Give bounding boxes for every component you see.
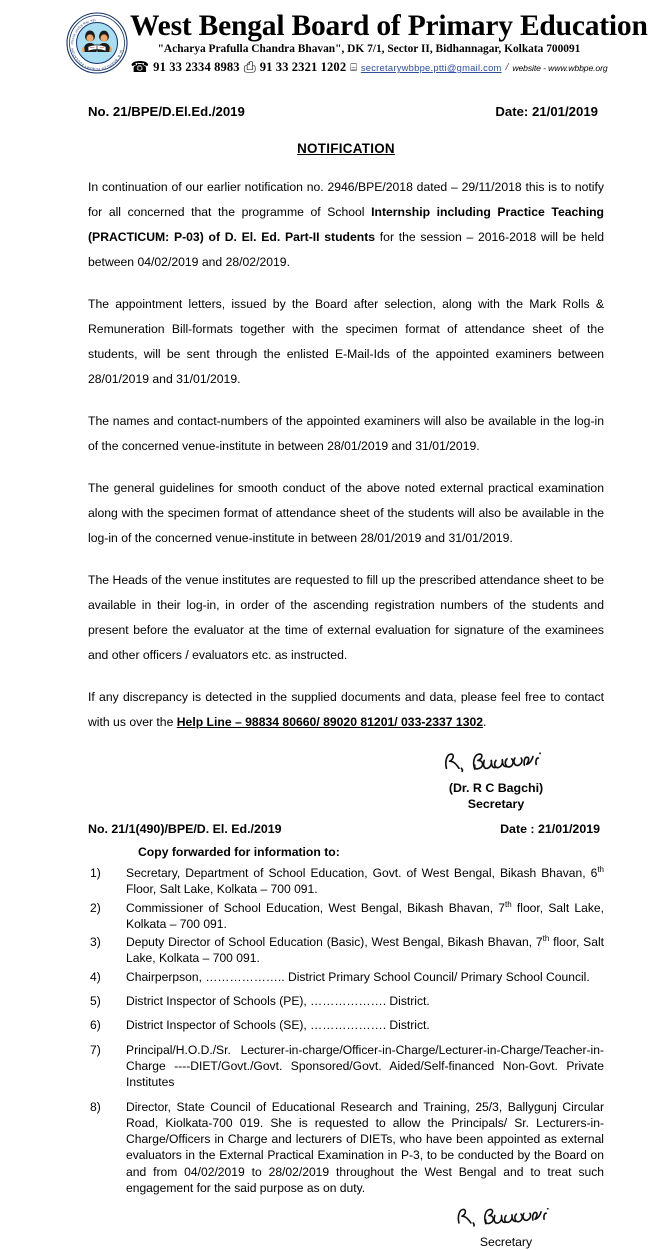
- memo-date: Date: 21/01/2019: [495, 104, 598, 119]
- list-item-number: 2): [90, 900, 101, 915]
- telephone-icon: ☎: [130, 58, 150, 76]
- contact-separator: /: [505, 62, 509, 73]
- signatory-role-2: Secretary: [479, 1235, 533, 1250]
- list-item-text: Commissioner of School Education, West Bengal, Bikash Bhavan, 7th floor, Salt Lake, Kolkata – 700 091.: [126, 899, 604, 931]
- svg-text:পশ্চিমবঙ্গ প্রাথমিক শিক্ষা পর্: পশ্চিমবঙ্গ প্রাথমিক শিক্ষা পর্ষদ: [70, 18, 97, 46]
- signature-block-primary: [88, 745, 604, 812]
- list-item-text: Principal/H.O.D./Sr. Lecturer-in-charge/Officer-in-Charge/Lecturer-in-Charge/Teacher-in-Charge ----DIET/Govt./Govt. Sponsored/Govt. Aided/Self-financed Non-Govt. Private Institutes: [126, 1042, 604, 1090]
- page-title: NOTIFICATION: [297, 141, 395, 156]
- board-address: "Acharya Prafulla Chandra Bhavan", DK 7/1, Sector II, Bidhannagar, Kolkata 700091: [157, 43, 581, 55]
- memo-date-2: Date : 21/01/2019: [500, 822, 600, 836]
- list-item-number: 1): [90, 866, 101, 880]
- list-item-number: 5): [90, 994, 101, 1009]
- signatory-name: (Dr. R C Bagchi): [448, 781, 544, 795]
- paragraph-3: The names and contact-numbers of the appointed examiners will also be available in the log-in of the concerned venue-institute in between 28/01/2019 and 31/01/2019.: [88, 414, 604, 453]
- list-item-number: 6): [90, 1018, 101, 1033]
- svg-text:W. B. BOARD OF PRIMARY EDUCATI: W. B. BOARD OF PRIMARY EDUCATION: [70, 47, 124, 72]
- paragraph-2: The appointment letters, issued by the Board after selection, along with the Mark Rolls & Remuneration Bill-formats together with the specimen format of attendance sheet of the students, will be sent through the enlisted E-Mail-Ids of the appointed examiners between 28/01/2019 and 31/01/2019.: [88, 297, 604, 386]
- board-seal-icon: [66, 12, 128, 74]
- list-item: [88, 1099, 604, 1197]
- paragraph-1-text-c: for the session – 2016-2018 will be held between 04/02/2019 and 28/02/2019.: [88, 230, 604, 269]
- list-item: [88, 934, 604, 967]
- copy-forwarded-label: Copy forwarded for information to:: [138, 845, 340, 859]
- email-icon: ⌸: [350, 60, 357, 74]
- list-item-text: Director, State Council of Educational Research and Training, 25/3, Ballygunj Circular Road, Kiolkata-700 019. She is requested to allow the Principals/ Sr. Lecturers-in-Charge/Officers in Charge and lecturers of DIETs, who have been appointed as external evaluators in the External Practical Examination in P-3, to be conducted by the Board on and from 04/02/2019 to 28/02/2019 throughout the West Bengal and to treat such engagement for the said purpose as on duty.: [126, 1099, 604, 1196]
- list-item-number: 4): [90, 969, 101, 984]
- reference-line: [88, 104, 604, 119]
- paragraph-6: [88, 685, 604, 735]
- paragraph-1-text-a: In continuation of our earlier notification no. 2946/BPE/2018 dated – 29/11/2018 this is to notify for all concerned that the programme of School: [88, 180, 604, 219]
- paragraph-5: The Heads of the venue institutes are requested to fill up the prescribed attendance sheet to be available in their log-in, in order of the ascending registration numbers of the students and present before the evaluator at the time of external evaluation for signature of the examinees and other officers / evaluators etc. as instructed.: [88, 573, 604, 662]
- list-item-number: 3): [90, 935, 101, 950]
- list-item-text: District Inspector of Schools (PE), ………………. District.: [126, 994, 430, 1009]
- notification-heading-wrap: [88, 140, 604, 158]
- reference-line-2: [88, 822, 604, 836]
- list-item-text: District Inspector of Schools (SE), ………………. District.: [126, 1018, 430, 1033]
- paragraph-1: [88, 175, 604, 275]
- list-item-number: 8): [90, 1099, 101, 1114]
- contact-line: [88, 58, 608, 76]
- paragraph-6-text-a: If any discrepancy is detected in the supplied documents and data, please feel free to contact with us over the: [88, 690, 604, 729]
- memo-number: No. 21/BPE/D.El.Ed./2019: [88, 104, 245, 119]
- website-text: website - www.wbbpe.org: [512, 62, 608, 73]
- letterhead: [70, 0, 648, 88]
- fax-icon: ⎙: [243, 58, 256, 76]
- list-item: [88, 993, 604, 1009]
- ordinal-suffix: th: [505, 899, 512, 909]
- list-item-text: Secretary, Department of School Education, Govt. of West Bengal, Bikash Bhavan, 6th Floor, Salt Lake, Kolkata – 700 091.: [126, 864, 604, 897]
- signature-block-secondary: [88, 1202, 604, 1250]
- board-title: West Bengal Board of Primary Education: [130, 10, 648, 42]
- list-item: [88, 1042, 604, 1091]
- list-item-text: Chairperpson, ……………….. District Primary School Council/ Primary School Council.: [126, 969, 590, 984]
- list-item: [88, 1017, 604, 1033]
- phone-number: 91 33 2334 8983: [153, 60, 240, 74]
- email-link[interactable]: secretarywbbpe.ptti@gmail.com: [360, 62, 502, 73]
- fax-number: 91 33 2321 1202: [259, 60, 347, 74]
- paragraph-1-bold: Internship including Practice Teaching (PRACTICUM: P-03) of D. El. Ed. Part-II students: [88, 205, 605, 244]
- list-item: [88, 969, 604, 985]
- ordinal-suffix: th: [597, 864, 604, 874]
- ordinal-suffix: th: [542, 934, 550, 944]
- list-item: [88, 900, 604, 933]
- paragraph-4: The general guidelines for smooth conduct of the above noted external practical examination along with the specimen format of attendance sheet of the students will also be available in the log-in of the concerned venue-institute in between 28/01/2019 and 31/01/2019.: [88, 481, 604, 545]
- signature-image: [437, 745, 555, 779]
- signatory-role: Secretary: [467, 797, 525, 811]
- list-item-number: 7): [90, 1042, 101, 1057]
- signature-image: [450, 1202, 562, 1232]
- forward-list: [88, 865, 604, 1196]
- list-item-text: Deputy Director of School Education (Basic), West Bengal, Bikash Bhavan, 7th floor, Salt Lake, Kolkata – 700 091.: [126, 934, 604, 966]
- memo-number-2: No. 21/1(490)/BPE/D. El. Ed./2019: [88, 822, 282, 836]
- list-item: [88, 865, 604, 898]
- help-line-text: Help Line – 98834 80660/ 89020 81201/ 033-2337 1302: [176, 715, 484, 729]
- paragraph-6-text-c: .: [483, 715, 487, 729]
